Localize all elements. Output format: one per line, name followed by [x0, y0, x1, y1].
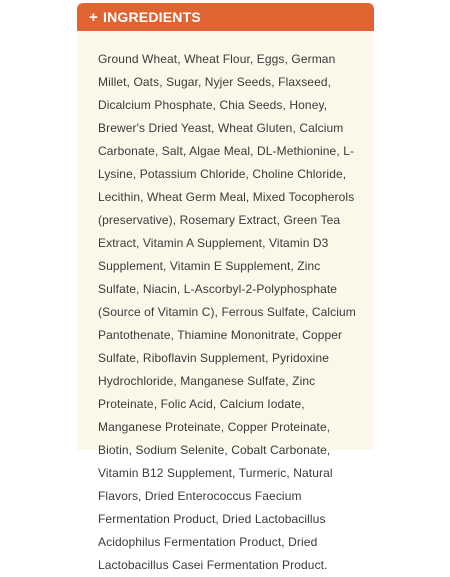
plus-icon: + — [89, 8, 98, 26]
ingredients-panel — [77, 3, 374, 572]
section-title: INGREDIENTS — [103, 9, 201, 25]
ingredients-accordion-header[interactable] — [77, 3, 374, 31]
ingredients-list-text: Ground Wheat, Wheat Flour, Eggs, German Millet, Oats, Sugar, Nyjer Seeds, Flaxseed, Dicalcium Phosphate, Chia Seeds, Honey, Brewer's Dried Yeast, Wheat Gluten, Calcium Carbonate, Salt, Algae Meal, DL-Methionine, L-Lysine, Potassium Chloride, Choline Chloride, Lecithin, Wheat Germ Meal, Mixed Tocopherols (preservative), Rosemary Extract, Green Tea Extract, Vitamin A Supplement, Vitamin D3 Supplement, Vitamin E Supplement, Zinc Sulfate, Niacin, L-Ascorbyl-2-Polyphosphate (Source of Vitamin C), Ferrous Sulfate, Calcium Pantothenate, Thiamine Mononitrate, Copper Sulfate, Riboflavin Supplement, Pyridoxine Hydrochloride, Manganese Sulfate, Zinc Proteinate, Folic Acid, Calcium Iodate, Manganese Proteinate, Copper Proteinate, Biotin, Sodium Selenite, Cobalt Carbonate, Vitamin B12 Supplement, Turmeric, Natural Flavors, Dried Enterococcus Faecium Fermentation Product, Dried Lactobacillus Acidophilus Fermentation Product, Dried Lactobacillus Casei Fermentation Product. — [98, 52, 356, 572]
